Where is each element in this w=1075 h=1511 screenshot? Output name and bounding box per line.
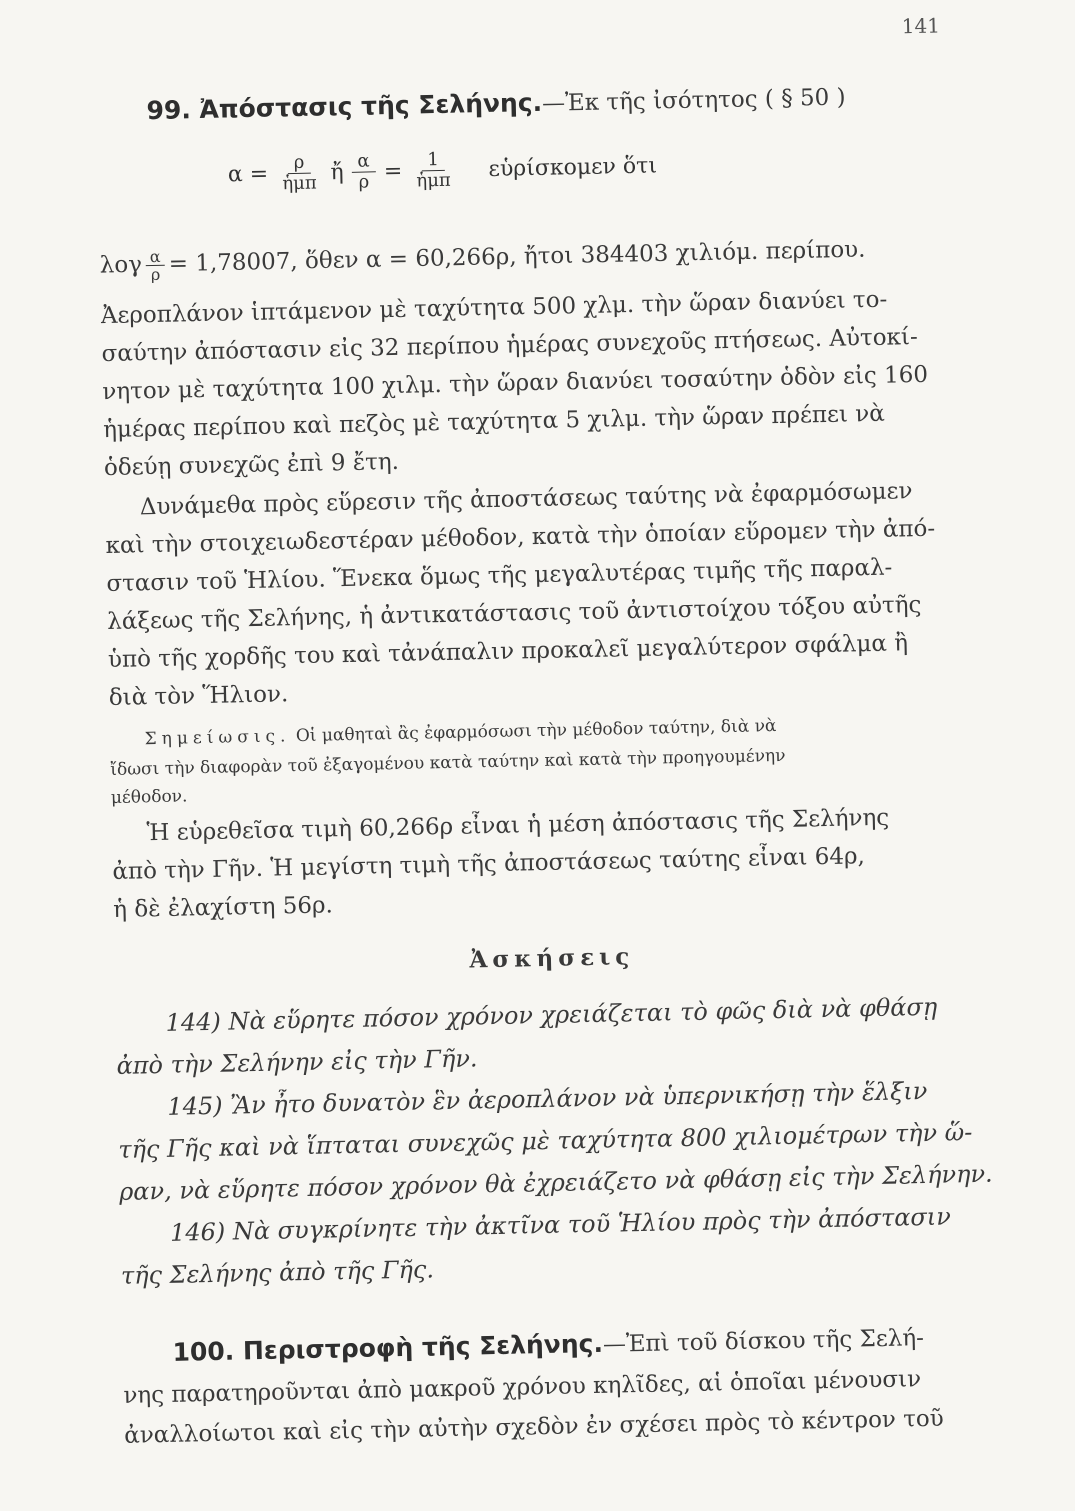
exercise-line: 145) Ἂν ἦτο δυνατὸν ἓν ἀεροπλάνον νὰ ὑπερνικήσῃ τὴν ἕλξιν bbox=[167, 1076, 928, 1121]
exercise-line: τῆς Σελήνης ἀπὸ τῆς Γῆς. bbox=[120, 1255, 435, 1290]
section-99-heading-line bbox=[146, 78, 1021, 127]
text-line: ὑπὸ τῆς χορδῆς του καὶ τἀνάπαλιν προκαλεῖ μεγαλύτερον σφάλμα ἢ bbox=[107, 630, 909, 674]
log-fraction bbox=[146, 248, 166, 283]
text-line: νης παρατηροῦνται ἀπὸ μακροῦ χρόνου κηλῖδες, αἱ ὁποῖαι μένουσιν bbox=[123, 1366, 922, 1409]
section-99-title: 99. Ἀπόστασις τῆς Σελήνης. bbox=[146, 87, 543, 126]
exercise-line: ραν, νὰ εὕρητε πόσον χρόνον θὰ ἐχρειάζετο νὰ φθάσῃ εἰς τὴν Σελήνην. bbox=[118, 1159, 993, 1206]
page-number: 141 bbox=[901, 13, 941, 39]
section-100-intro: —Ἐπὶ τοῦ δίσκου τῆς Σελή- bbox=[602, 1325, 925, 1358]
note-line: μέθοδον. bbox=[110, 786, 188, 808]
text-line: Δυνάμεθα πρὸς εὕρεσιν τῆς ἀποστάσεως ταύτης νὰ ἐφαρμόσωμεν bbox=[139, 478, 913, 521]
frac1-numerator: ρ bbox=[288, 153, 311, 174]
formula-fraction-1 bbox=[276, 152, 323, 194]
formula-lhs: α = bbox=[227, 161, 269, 188]
frac1-denominator: ἡμπ bbox=[282, 172, 317, 195]
text-line: Ἡ εὑρεθεῖσα τιμὴ 60,266ρ εἶναι ἡ μέση ἀπόστασις τῆς Σελήνης bbox=[146, 804, 890, 847]
parallax-formula bbox=[227, 145, 657, 195]
text-line: ἀπὸ τὴν Γῆν. Ἡ μεγίστη τιμὴ τῆς ἀποστάσεως ταύτης εἶναι 64ρ, bbox=[112, 843, 866, 885]
section-100-title: 100. Περιστροφὴ τῆς Σελήνης. bbox=[172, 1328, 604, 1367]
text-line: νητον μὲ ταχύτητα 100 χιλμ. τὴν ὥραν διανύει τοσαύτην ὁδὸν εἰς 160 bbox=[102, 361, 929, 406]
text-line: Ἀεροπλάνον ἱπτάμενον μὲ ταχύτητα 500 χλμ. τὴν ὥραν διανύει το- bbox=[100, 286, 888, 330]
formula-fraction-2 bbox=[351, 151, 376, 192]
exercise-line: 146) Νὰ συγκρίνητε τὴν ἀκτῖνα τοῦ Ἡλίου πρὸς τὴν ἀπόστασιν bbox=[169, 1202, 952, 1247]
text-line: στασιν τοῦ Ἡλίου. Ἕνεκα ὅμως τῆς μεγαλυτέρας τιμῆς τῆς παραλ- bbox=[106, 554, 893, 598]
text-line: διὰ τὸν Ἥλιον. bbox=[108, 681, 289, 712]
formula-fraction-3 bbox=[410, 150, 457, 192]
log-line bbox=[99, 231, 975, 284]
formula-or: ἤ bbox=[330, 159, 344, 186]
text-line: ἡ δὲ ἐλαχίστη 56ρ. bbox=[112, 892, 334, 923]
note-line: ἴδωσι τὴν διαφορὰν τοῦ ἐξαγομένου κατὰ ταύτην καὶ κατὰ τὴν προηγουμένην bbox=[110, 745, 786, 781]
text-line: ἀναλλοίωτοι καὶ εἰς τὴν αὐτὴν σχεδὸν ἐν σχέσει πρὸς τὸ κέντρον τοῦ bbox=[124, 1405, 945, 1449]
frac3-denominator: ἡμπ bbox=[416, 169, 451, 192]
exercises-title-text: Ἀσκήσεις bbox=[469, 943, 635, 974]
text-line: λάξεως τῆς Σελήνης, ἡ ἀντικατάστασις τοῦ ἀντιστοίχου τόξου αὐτῆς bbox=[106, 591, 922, 636]
exercise-line: ἀπὸ τὴν Σελήνην εἰς τὴν Γῆν. bbox=[116, 1044, 478, 1080]
exercise-line: 144) Νὰ εὕρητε πόσον χρόνον χρειάζεται τὸ φῶς διὰ νὰ φθάσῃ bbox=[165, 992, 938, 1037]
frac3-numerator: 1 bbox=[421, 150, 445, 171]
exercises-title bbox=[114, 935, 989, 983]
section-100-heading-line bbox=[172, 1320, 1047, 1369]
log-prefix: λογ bbox=[99, 251, 143, 279]
frac2-denominator: ρ bbox=[358, 171, 370, 193]
text-line: καὶ τὴν στοιχειωδεστέραν μέθοδον, κατὰ τὴν ὁποίαν εὕρομεν τὴν ἀπό- bbox=[105, 515, 936, 560]
text-line: σαύτην ἀπόστασιν εἰς 32 περίπου ἡμέρας συνεχοῦς πτήσεως. Αὐτοκί- bbox=[101, 324, 918, 368]
log-result: = 1,78007, ὅθεν α = 60,266ρ, ἤτοι 384403 χιλιόμ. περίπου. bbox=[168, 236, 866, 278]
text-line: ἡμέρας περίπου καὶ πεζὸς μὲ ταχύτητα 5 χιλμ. τὴν ὥραν πρέπει νὰ bbox=[102, 400, 886, 444]
formula-equals: = bbox=[383, 158, 403, 185]
formula-tail: εὑρίσκομεν ὅτι bbox=[488, 153, 658, 182]
frac2-numerator: α bbox=[351, 151, 376, 173]
text-line: ὁδεύῃ συνεχῶς ἐπὶ 9 ἔτη. bbox=[103, 448, 400, 482]
exercise-line: τῆς Γῆς καὶ νὰ ἵπταται συνεχῶς μὲ ταχύτητα 800 χιλιομέτρων τὴν ὥ- bbox=[117, 1118, 973, 1164]
note-text: Οἱ μαθηταὶ ἂς ἐφαρμόσωσι τὴν μέθοδον ταύτην, διὰ νὰ bbox=[295, 716, 777, 747]
section-99-intro: —Ἐκ τῆς ἰσότητος ( § 50 ) bbox=[541, 84, 846, 117]
log-frac-numerator: α bbox=[146, 248, 165, 266]
note-label: Σημείωσις. bbox=[144, 726, 291, 750]
log-frac-denominator: ρ bbox=[150, 264, 161, 285]
